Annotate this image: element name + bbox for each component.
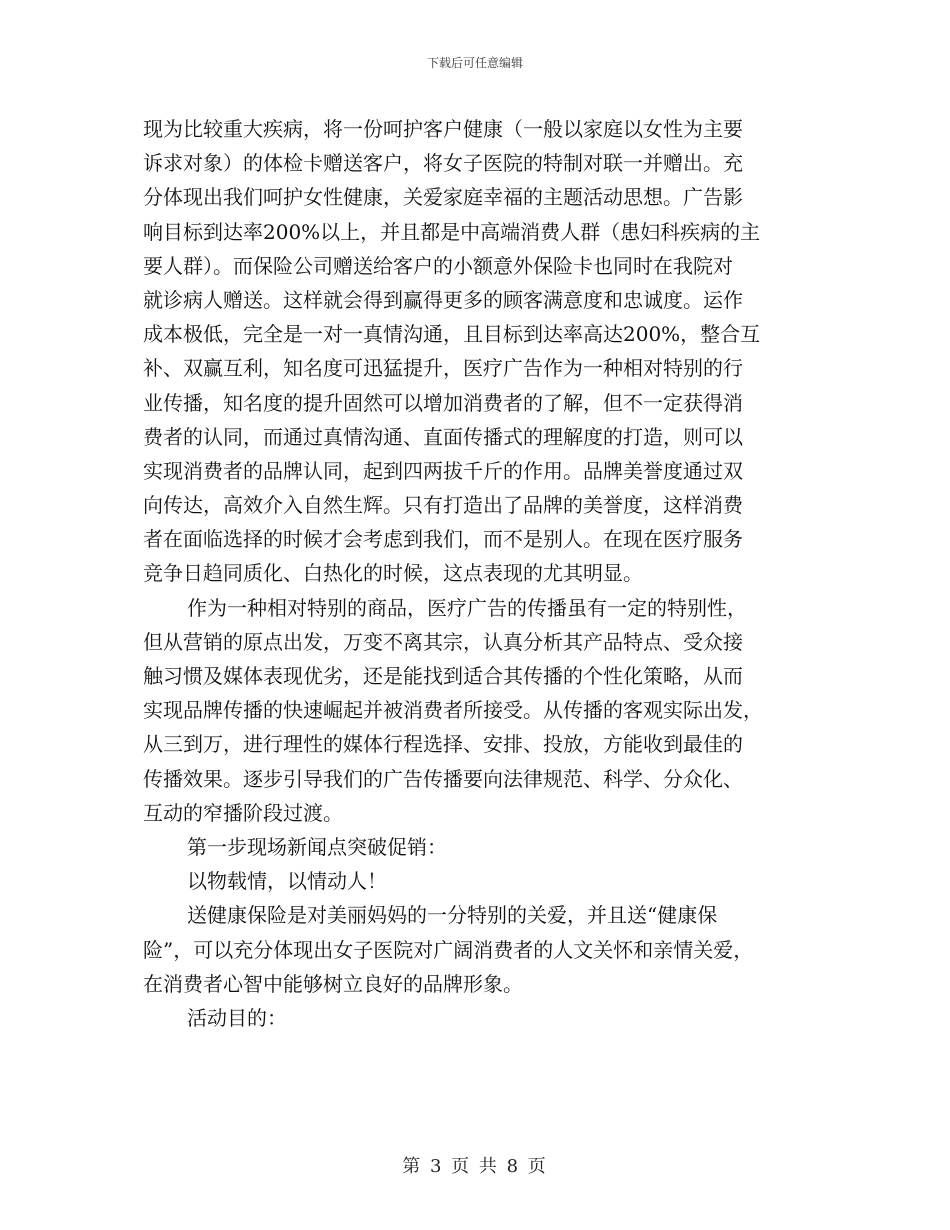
text-line: 诉求对象）的体检卡赠送客户，将女子医院的特制对联一并赠出。充 — [143, 151, 743, 176]
text-line: 业传播，知名度的提升固然可以增加消费者的了解，但不一定获得消 — [143, 390, 743, 415]
text-line: 传播效果。逐步引导我们的广告传播要向法律规范、科学、分众化、 — [143, 766, 743, 791]
text-line: 在消费者心智中能够树立良好的品牌形象。 — [143, 971, 523, 996]
text-line: 但从营销的原点出发，万变不离其宗，认真分析其产品特点、受众接 — [143, 629, 743, 654]
page-header: 下载后可任意编辑 — [426, 56, 523, 70]
slogan-line: 以物载情，以情动人！ — [187, 869, 387, 894]
text-line: 响目标到达率200%以上，并且都是中高端消费人群（患妇科疾病的主 — [143, 219, 761, 244]
text-line: 触习惯及媒体表现优劣，还是能找到适合其传播的个性化策略，从而 — [143, 664, 743, 688]
text-line: 成本极低，完全是一对一真情沟通，且目标到达率高达200%，整合互 — [143, 322, 761, 347]
paragraph-start-line: 作为一种相对特别的商品，医疗广告的传播虽有一定的特别性， — [187, 595, 747, 620]
text-line: 竞争日趋同质化、白热化的时候，这点表现的尤其明显。 — [143, 561, 643, 586]
text-line: 互动的窄播阶段过渡。 — [143, 800, 343, 825]
page-number-footer: 第 3 页 共 8 页 — [402, 1156, 548, 1177]
text-line: 现为比较重大疾病，将一份呵护客户健康（一般以家庭以女性为主要 — [143, 117, 743, 141]
section-heading: 活动目的： — [187, 1005, 287, 1030]
text-line: 费者的认同，而通过真情沟通、直面传播式的理解度的打造，则可以 — [143, 424, 743, 449]
section-heading: 第一步现场新闻点突破促销： — [187, 834, 447, 859]
body-text — [143, 112, 807, 1035]
paragraph-start-line: 送健康保险是对美丽妈妈的一分特别的关爱，并且送“健康保 — [187, 903, 718, 928]
text-line: 实现消费者的品牌认同，起到四两拔千斤的作用。品牌美誉度通过双 — [143, 458, 743, 483]
text-line: 向传达，高效介入自然生辉。只有打造出了品牌的美誉度，这样消费 — [143, 493, 743, 518]
text-line: 就诊病人赠送。这样就会得到赢得更多的顾客满意度和忠诚度。运作 — [143, 287, 743, 312]
text-line: 补、双赢互利，知名度可迅猛提升，医疗广告作为一种相对特别的行 — [143, 356, 743, 381]
text-line: 者在面临选择的时候才会考虑到我们，而不是别人。在现在医疗服务 — [143, 527, 743, 552]
text-line: 分体现出我们呵护女性健康，关爱家庭幸福的主题活动思想。广告影 — [143, 185, 743, 210]
text-line: 险”，可以充分体现出女子医院对广阔消费者的人文关怀和亲情关爱， — [143, 937, 754, 962]
text-line: 实现品牌传播的快速崛起并被消费者所接受。从传播的客观实际出发， — [143, 698, 763, 723]
text-line: 从三到万，进行理性的媒体行程选择、安排、投放，方能收到最佳的 — [143, 732, 743, 757]
text-line: 要人群）。而保险公司赠送给客户的小额意外保险卡也同时在我院对 — [143, 253, 733, 278]
